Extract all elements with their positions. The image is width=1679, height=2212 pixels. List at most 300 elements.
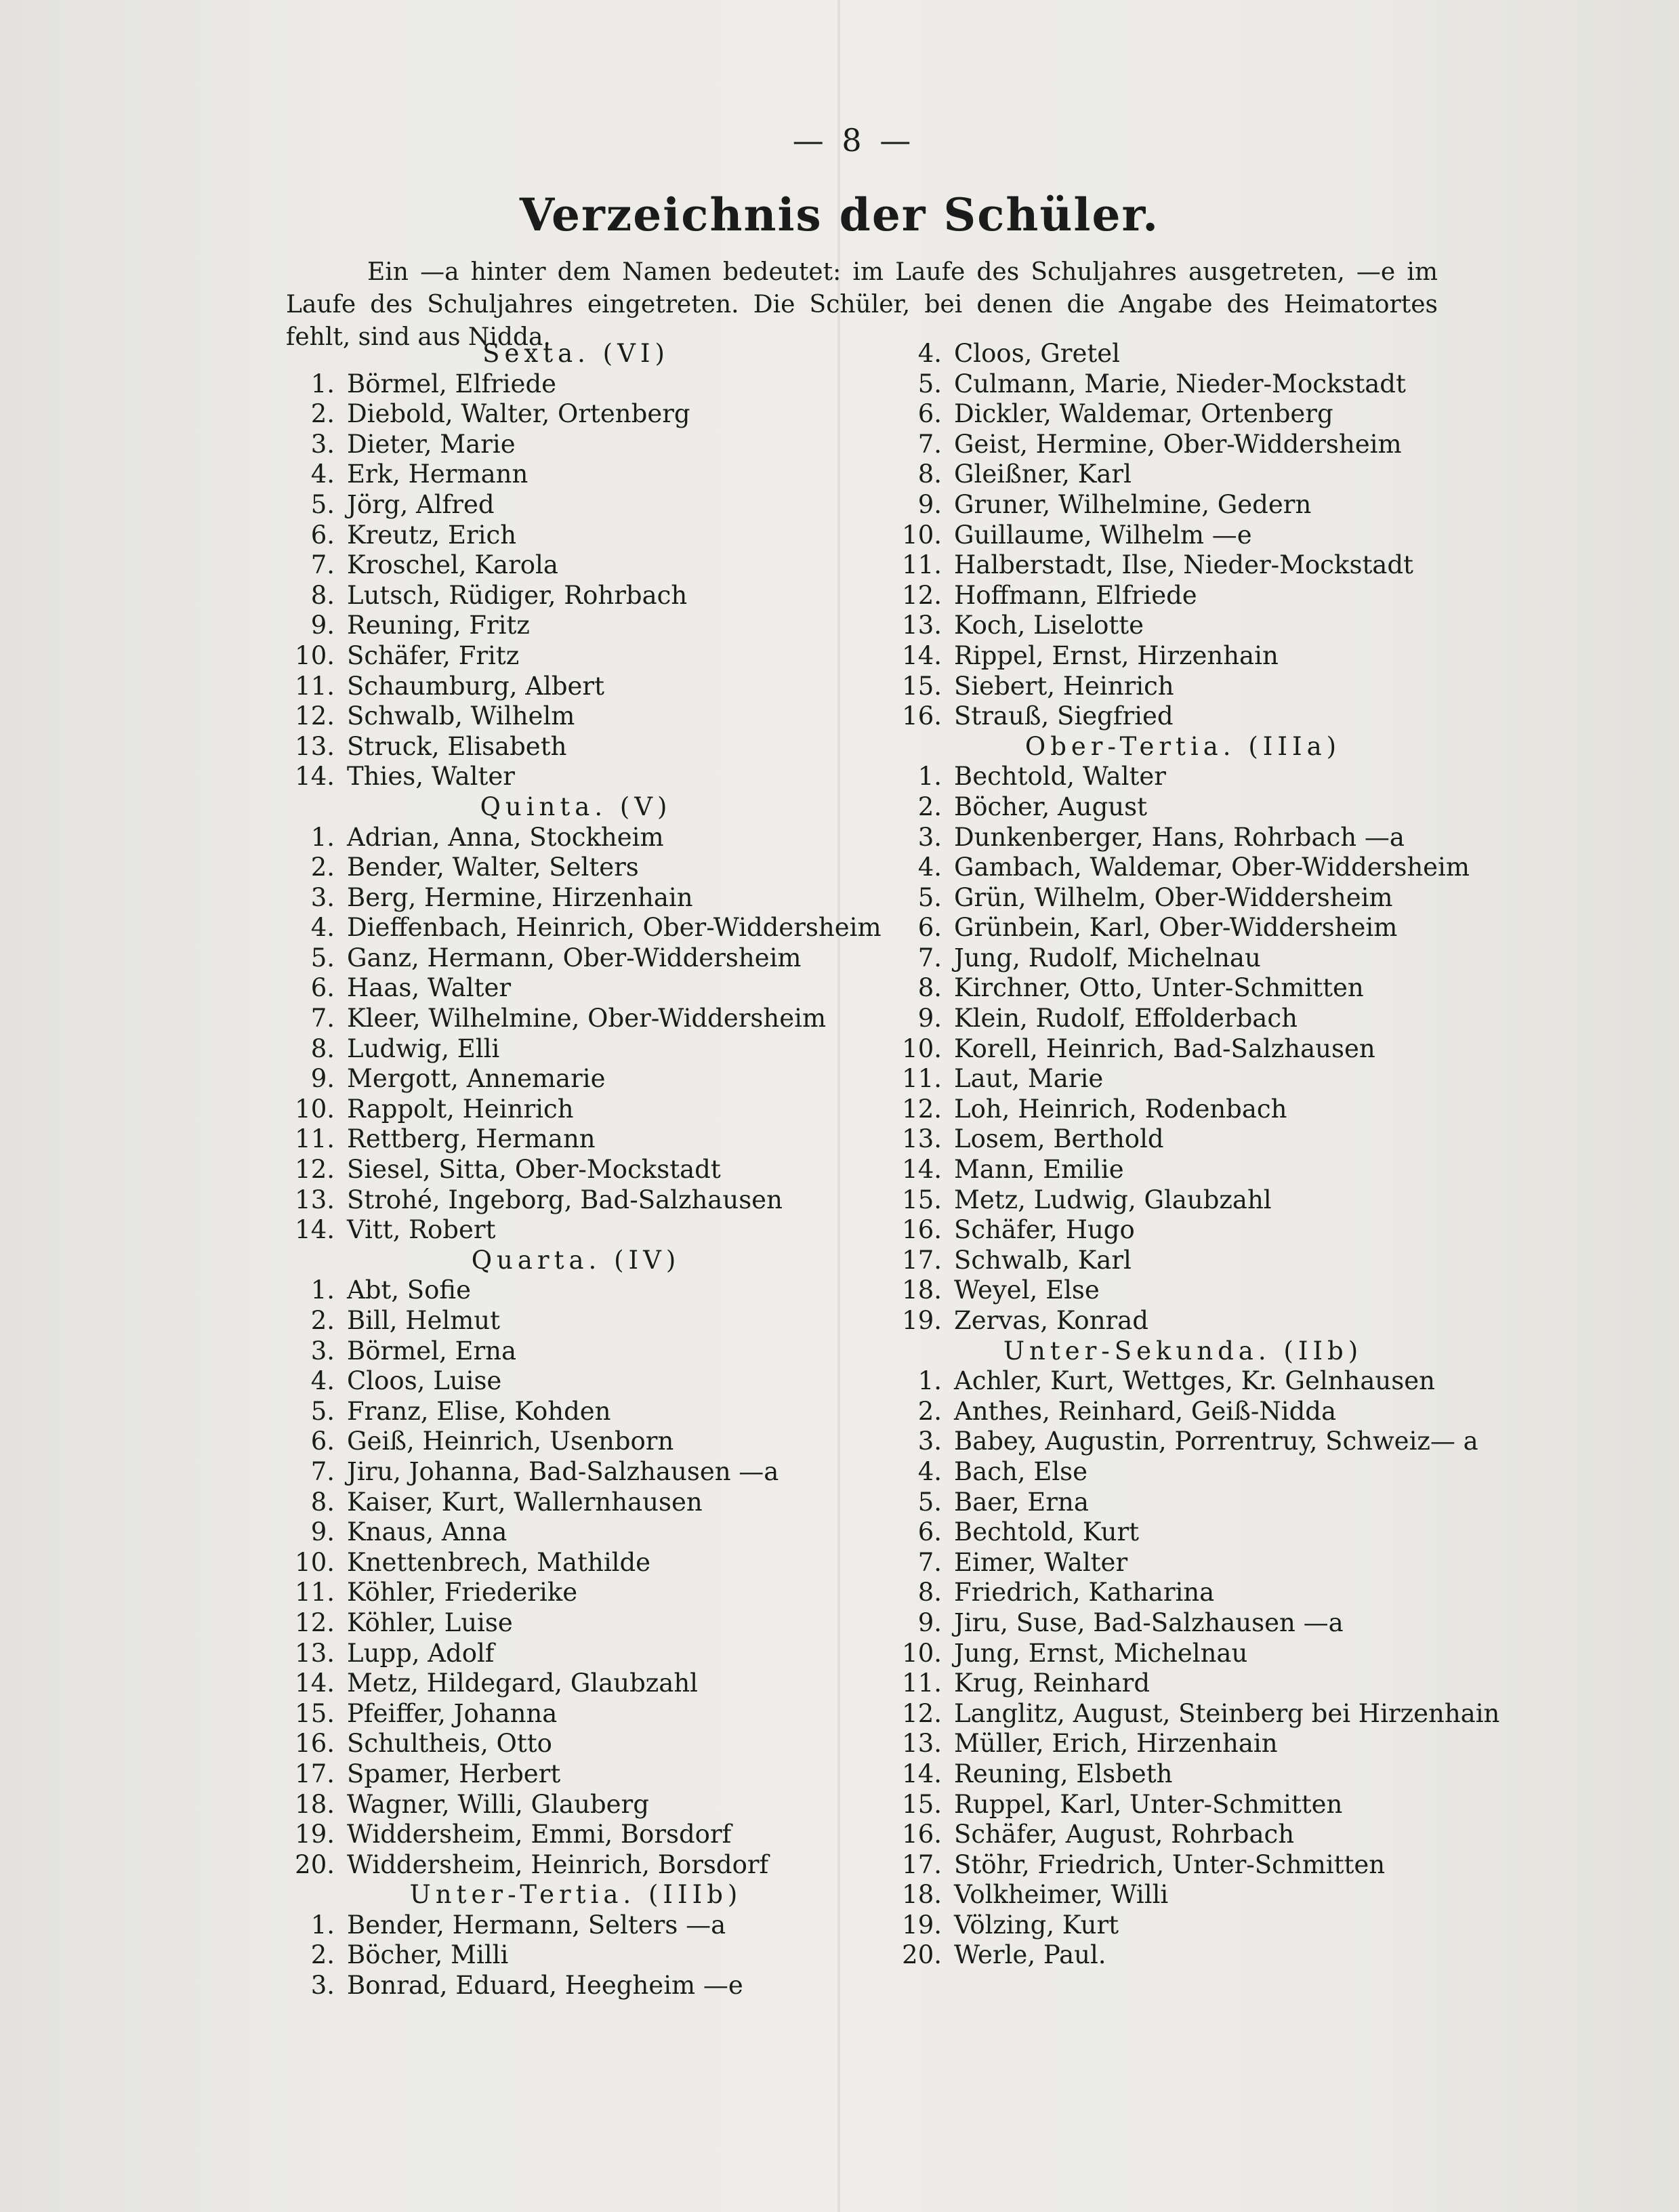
- student-entry: [898, 1215, 1495, 1246]
- student-name: Knaus, Anna: [347, 1517, 507, 1547]
- left-column: [291, 339, 888, 2001]
- entry-number: 1.: [917, 1366, 942, 1396]
- student-name: Böcher, August: [954, 792, 1147, 821]
- student-entry: [291, 1034, 888, 1065]
- entry-number: 2.: [310, 1940, 335, 1970]
- student-entry: [898, 853, 1495, 883]
- entry-number: 14.: [295, 762, 335, 792]
- student-name: Bender, Hermann, Selters —a: [347, 1910, 726, 1940]
- student-entry: [898, 1488, 1495, 1518]
- student-entry: [291, 1004, 888, 1034]
- student-name: Grün, Wilhelm, Ober-Widdersheim: [954, 882, 1393, 912]
- student-entry: [898, 913, 1495, 943]
- student-name: Kaiser, Kurt, Wallernhausen: [347, 1487, 703, 1517]
- student-entry: [291, 399, 888, 430]
- entry-number: 7.: [310, 1456, 335, 1486]
- student-name: Dieter, Marie: [347, 429, 516, 459]
- student-name: Cloos, Gretel: [954, 339, 1120, 368]
- student-entry: [898, 369, 1495, 400]
- student-name: Metz, Hildegard, Glaubzahl: [347, 1668, 698, 1698]
- entry-number: 10.: [902, 520, 942, 550]
- student-name: Widdersheim, Emmi, Borsdorf: [347, 1820, 732, 1849]
- student-entry: [898, 1548, 1495, 1578]
- student-entry: [898, 1366, 1495, 1397]
- entry-number: 14.: [295, 1668, 335, 1698]
- student-entry: [898, 550, 1495, 581]
- entry-number: 17.: [295, 1759, 335, 1788]
- student-name: Langlitz, August, Steinberg bei Hirzenhain: [954, 1698, 1500, 1728]
- student-entry: [291, 1306, 888, 1336]
- student-entry: [291, 1699, 888, 1729]
- student-entry: [291, 853, 888, 883]
- student-entry: [291, 1820, 888, 1850]
- entry-number: 8.: [310, 580, 335, 610]
- student-entry: [898, 1094, 1495, 1125]
- entry-number: 10.: [295, 1094, 335, 1124]
- entry-number: 20.: [295, 1849, 335, 1879]
- entry-number: 8.: [310, 1487, 335, 1517]
- entry-number: 11.: [902, 550, 942, 580]
- student-entry: [291, 611, 888, 641]
- student-name: Ruppel, Karl, Unter-Schmitten: [954, 1789, 1343, 1819]
- student-entry: [898, 823, 1495, 853]
- class-heading: Sexta. (VI): [482, 339, 669, 368]
- class-heading: Ober-Tertia. (IIIa): [1024, 731, 1342, 761]
- entry-number: 13.: [902, 1729, 942, 1759]
- student-entry: [291, 973, 888, 1004]
- student-entry: [291, 1910, 888, 1941]
- student-name: Klein, Rudolf, Effolderbach: [954, 1004, 1298, 1033]
- student-name: Haas, Walter: [347, 973, 512, 1003]
- entry-number: 9.: [310, 1517, 335, 1547]
- entry-number: 10.: [902, 1638, 942, 1668]
- student-name: Schäfer, August, Rohrbach: [954, 1820, 1295, 1849]
- student-name: Bender, Walter, Selters: [347, 853, 639, 882]
- entry-number: 3.: [310, 1971, 335, 2001]
- class-heading: Unter-Tertia. (IIIb): [409, 1880, 743, 1910]
- student-entry: [898, 1246, 1495, 1276]
- entry-number: 3.: [310, 429, 335, 459]
- entry-number: 1.: [917, 762, 942, 792]
- student-entry: [291, 1275, 888, 1306]
- student-entry: [291, 1094, 888, 1125]
- student-name: Bill, Helmut: [347, 1306, 500, 1335]
- entry-number: 20.: [902, 1940, 942, 1970]
- student-name: Jiru, Suse, Bad-Salzhausen —a: [954, 1607, 1344, 1637]
- entry-number: 7.: [917, 1547, 942, 1577]
- entry-number: 7.: [310, 550, 335, 580]
- entry-number: 9.: [917, 1004, 942, 1033]
- entry-number: 13.: [295, 1185, 335, 1214]
- student-name: Abt, Sofie: [347, 1275, 471, 1305]
- student-name: Schaumburg, Albert: [347, 671, 604, 701]
- entry-number: 9.: [917, 1607, 942, 1637]
- student-entry: [898, 1668, 1495, 1699]
- entry-number: 19.: [902, 1306, 942, 1335]
- student-name: Zervas, Konrad: [954, 1306, 1148, 1335]
- student-entry: [898, 641, 1495, 672]
- entry-number: 18.: [902, 1880, 942, 1910]
- student-entry: [291, 1185, 888, 1216]
- entry-number: 14.: [295, 1215, 335, 1245]
- student-entry: [898, 1698, 1500, 1729]
- entry-number: 4.: [310, 1366, 335, 1396]
- intro-text: Ein —a hinter dem Namen bedeutet: im Laufe des Schuljahres ausgetreten, —e im Laufe des Schuljahres eingetreten. Die Schüler, bei denen die Angabe des Heimatortes fehlt, sind aus Nidda.: [286, 258, 1438, 351]
- entry-number: 3.: [310, 882, 335, 912]
- student-name: Strauß, Siegfried: [954, 701, 1174, 731]
- student-entry: [291, 823, 888, 853]
- student-name: Börmel, Elfriede: [347, 369, 557, 398]
- student-entry: [898, 1578, 1495, 1608]
- student-name: Knettenbrech, Mathilde: [347, 1547, 651, 1577]
- student-entry: [898, 1850, 1495, 1881]
- student-name: Guillaume, Wilhelm —e: [954, 520, 1252, 550]
- student-name: Geist, Hermine, Ober-Widdersheim: [954, 429, 1402, 459]
- student-entry: [291, 1517, 888, 1548]
- student-entry: [898, 1185, 1495, 1216]
- student-entry: [898, 1759, 1495, 1790]
- entry-number: 18.: [295, 1789, 335, 1819]
- student-entry: [291, 1064, 888, 1094]
- student-entry: [898, 943, 1495, 974]
- entry-number: 12.: [902, 1094, 942, 1124]
- student-name: Gleißner, Karl: [954, 459, 1132, 489]
- student-entry: [291, 1940, 888, 1971]
- student-entry: [898, 973, 1495, 1004]
- student-entry: [291, 1488, 888, 1518]
- student-entry: [291, 1639, 888, 1669]
- student-name: Schäfer, Hugo: [954, 1215, 1135, 1245]
- student-name: Eimer, Walter: [954, 1547, 1128, 1577]
- student-name: Bechtold, Kurt: [954, 1517, 1140, 1547]
- entry-number: 6.: [310, 520, 335, 550]
- entry-number: 6.: [917, 913, 942, 943]
- student-name: Dunkenberger, Hans, Rohrbach —a: [954, 822, 1405, 852]
- student-entry: [291, 490, 888, 520]
- student-entry: [291, 1850, 888, 1881]
- student-entry: [291, 369, 888, 400]
- student-name: Müller, Erich, Hirzenhain: [954, 1729, 1278, 1759]
- student-name: Culmann, Marie, Nieder-Mockstadt: [954, 369, 1406, 398]
- student-entry: [291, 430, 888, 460]
- student-name: Mann, Emilie: [954, 1155, 1124, 1185]
- student-name: Struck, Elisabeth: [347, 731, 567, 761]
- student-entry: [898, 1034, 1495, 1065]
- student-name: Grünbein, Karl, Ober-Widdersheim: [954, 913, 1398, 943]
- student-name: Bechtold, Walter: [954, 762, 1166, 792]
- student-entry: [898, 1397, 1495, 1427]
- entry-number: 6.: [310, 1427, 335, 1456]
- student-entry: [291, 641, 888, 672]
- entry-number: 7.: [917, 943, 942, 972]
- student-name: Reuning, Elsbeth: [954, 1759, 1173, 1788]
- entry-number: 14.: [902, 640, 942, 670]
- student-name: Gambach, Waldemar, Ober-Widdersheim: [954, 853, 1470, 882]
- student-name: Gruner, Wilhelmine, Gedern: [954, 489, 1312, 519]
- entry-number: 16.: [902, 1820, 942, 1849]
- entry-number: 5.: [917, 1487, 942, 1517]
- student-entry: [898, 399, 1495, 430]
- student-entry: [898, 459, 1495, 490]
- entry-number: 11.: [902, 1668, 942, 1698]
- student-entry: [291, 1155, 888, 1185]
- student-name: Spamer, Herbert: [347, 1759, 561, 1788]
- class-heading: Quinta. (V): [480, 792, 672, 821]
- student-name: Kirchner, Otto, Unter-Schmitten: [954, 973, 1364, 1003]
- entry-number: 6.: [917, 1517, 942, 1547]
- student-entry: [898, 672, 1495, 702]
- student-entry: [291, 701, 888, 732]
- student-entry: [898, 520, 1495, 551]
- student-name: Bonrad, Eduard, Heegheim —e: [347, 1971, 743, 2001]
- student-name: Strohé, Ingeborg, Bad-Salzhausen: [347, 1185, 783, 1214]
- entry-number: 15.: [902, 1185, 942, 1214]
- student-name: Ganz, Hermann, Ober-Widdersheim: [347, 943, 802, 972]
- student-name: Halberstadt, Ilse, Nieder-Mockstadt: [954, 550, 1413, 580]
- student-name: Kroschel, Karola: [347, 550, 558, 580]
- student-entry: [898, 581, 1495, 611]
- class-heading: Quarta. (IV): [471, 1245, 681, 1275]
- student-name: Siebert, Heinrich: [954, 671, 1174, 701]
- entry-number: 2.: [310, 853, 335, 882]
- student-name: Lupp, Adolf: [347, 1638, 495, 1668]
- student-entry: [898, 1064, 1495, 1094]
- student-name: Metz, Ludwig, Glaubzahl: [954, 1185, 1272, 1214]
- student-name: Losem, Berthold: [954, 1124, 1164, 1154]
- student-entry: [291, 943, 888, 974]
- student-entry: [898, 701, 1495, 732]
- student-name: Anthes, Reinhard, Geiß-Nidda: [954, 1396, 1336, 1426]
- student-entry: [898, 1880, 1495, 1910]
- student-entry: [291, 1971, 888, 2001]
- student-name: Friedrich, Katharina: [954, 1578, 1215, 1607]
- entry-number: 1.: [310, 822, 335, 852]
- entry-number: 13.: [902, 1124, 942, 1154]
- student-name: Werle, Paul.: [954, 1940, 1106, 1970]
- student-entry: [291, 1336, 888, 1367]
- student-name: Dieffenbach, Heinrich, Ober-Widdersheim: [347, 913, 882, 943]
- entry-number: 8.: [917, 459, 942, 489]
- student-name: Kleer, Wilhelmine, Ober-Widdersheim: [347, 1004, 827, 1033]
- entry-number: 11.: [902, 1064, 942, 1094]
- entry-number: 11.: [295, 671, 335, 701]
- entry-number: 12.: [295, 1155, 335, 1185]
- student-entry: [898, 1517, 1495, 1548]
- student-name: Vitt, Robert: [347, 1215, 496, 1245]
- student-name: Baer, Erna: [954, 1487, 1089, 1517]
- student-name: Erk, Hermann: [347, 459, 528, 489]
- student-entry: [291, 732, 888, 762]
- student-name: Thies, Walter: [347, 762, 515, 792]
- student-name: Rettberg, Hermann: [347, 1124, 596, 1154]
- student-name: Laut, Marie: [954, 1064, 1104, 1094]
- student-entry: [898, 1940, 1495, 1971]
- entry-number: 4.: [310, 459, 335, 489]
- student-name: Dickler, Waldemar, Ortenberg: [954, 399, 1333, 429]
- right-column: [898, 339, 1500, 1971]
- student-name: Schwalb, Wilhelm: [347, 701, 575, 731]
- student-entry: [291, 913, 888, 943]
- student-name: Stöhr, Friedrich, Unter-Schmitten: [954, 1849, 1386, 1879]
- student-entry: [291, 1729, 888, 1759]
- entry-number: 19.: [295, 1820, 335, 1849]
- entry-number: 1.: [310, 369, 335, 398]
- entry-number: 18.: [902, 1275, 942, 1305]
- student-name: Babey, Augustin, Porrentruy, Schweiz— a: [954, 1427, 1478, 1456]
- student-name: Krug, Reinhard: [954, 1668, 1151, 1698]
- student-entry: [898, 611, 1495, 641]
- student-name: Jörg, Alfred: [347, 489, 495, 519]
- student-name: Ludwig, Elli: [347, 1033, 500, 1063]
- entry-number: 2.: [917, 792, 942, 821]
- entry-number: 3.: [917, 1427, 942, 1456]
- entry-number: 7.: [310, 1004, 335, 1033]
- student-entry: [291, 1124, 888, 1155]
- student-name: Völzing, Kurt: [954, 1910, 1119, 1940]
- entry-number: 1.: [310, 1910, 335, 1940]
- student-entry: [291, 1397, 888, 1427]
- entry-number: 6.: [310, 973, 335, 1003]
- student-name: Hoffmann, Elfriede: [954, 580, 1197, 610]
- entry-number: 13.: [902, 611, 942, 640]
- entry-number: 9.: [310, 611, 335, 640]
- student-entry: [291, 550, 888, 581]
- student-entry: [898, 1306, 1495, 1336]
- student-name: Jung, Ernst, Michelnau: [954, 1638, 1248, 1668]
- student-name: Rappolt, Heinrich: [347, 1094, 574, 1124]
- student-entry: [898, 1639, 1495, 1669]
- student-name: Korell, Heinrich, Bad-Salzhausen: [954, 1033, 1375, 1063]
- entry-number: 7.: [917, 429, 942, 459]
- student-entry: [291, 1578, 888, 1608]
- student-name: Reuning, Fritz: [347, 611, 530, 640]
- entry-number: 8.: [917, 1578, 942, 1607]
- student-name: Mergott, Annemarie: [347, 1064, 606, 1094]
- entry-number: 12.: [295, 1607, 335, 1637]
- student-name: Berg, Hermine, Hirzenhain: [347, 882, 693, 912]
- student-entry: [898, 1275, 1495, 1306]
- student-entry: [898, 1427, 1495, 1457]
- entry-number: 3.: [310, 1336, 335, 1366]
- student-entry: [291, 459, 888, 490]
- entry-number: 12.: [295, 701, 335, 731]
- student-name: Börmel, Erna: [347, 1336, 517, 1366]
- entry-number: 12.: [902, 1698, 942, 1728]
- entry-number: 4.: [310, 913, 335, 943]
- student-entry: [291, 520, 888, 551]
- student-name: Köhler, Friederike: [347, 1578, 578, 1607]
- student-entry: [291, 1457, 888, 1488]
- entry-number: 17.: [902, 1849, 942, 1879]
- entry-number: 11.: [295, 1578, 335, 1607]
- student-entry: [291, 1759, 888, 1790]
- entry-number: 6.: [917, 399, 942, 429]
- student-entry: [291, 883, 888, 914]
- student-entry: [898, 1790, 1495, 1820]
- entry-number: 14.: [902, 1155, 942, 1185]
- student-name: Achler, Kurt, Wettges, Kr. Gelnhausen: [954, 1366, 1435, 1396]
- student-name: Widdersheim, Heinrich, Borsdorf: [347, 1849, 769, 1879]
- entry-number: 12.: [902, 580, 942, 610]
- entry-number: 16.: [902, 1215, 942, 1245]
- entry-number: 15.: [295, 1698, 335, 1728]
- student-entry: [291, 1215, 888, 1246]
- student-entry: [898, 1124, 1495, 1155]
- student-name: Volkheimer, Willi: [954, 1880, 1169, 1910]
- entry-number: 10.: [295, 1547, 335, 1577]
- student-name: Schäfer, Fritz: [347, 640, 520, 670]
- entry-number: 13.: [295, 1638, 335, 1668]
- entry-number: 17.: [902, 1245, 942, 1275]
- student-entry: [898, 1608, 1495, 1639]
- entry-number: 14.: [902, 1759, 942, 1788]
- entry-number: 5.: [310, 943, 335, 972]
- student-entry: [291, 1427, 888, 1457]
- student-name: Geiß, Heinrich, Usenborn: [347, 1427, 674, 1456]
- student-entry: [898, 792, 1495, 823]
- entry-number: 10.: [902, 1033, 942, 1063]
- student-entry: [898, 430, 1495, 460]
- student-entry: [898, 1004, 1495, 1034]
- student-name: Loh, Heinrich, Rodenbach: [954, 1094, 1287, 1124]
- entry-number: 8.: [310, 1033, 335, 1063]
- entry-number: 2.: [917, 1396, 942, 1426]
- entry-number: 3.: [917, 822, 942, 852]
- entry-number: 8.: [917, 973, 942, 1003]
- entry-number: 9.: [917, 489, 942, 519]
- student-name: Köhler, Luise: [347, 1607, 513, 1637]
- entry-number: 16.: [902, 701, 942, 731]
- entry-number: 5.: [917, 882, 942, 912]
- entry-number: 13.: [295, 731, 335, 761]
- student-name: Adrian, Anna, Stockheim: [347, 822, 664, 852]
- entry-number: 19.: [902, 1910, 942, 1940]
- entry-number: 4.: [917, 1456, 942, 1486]
- student-name: Cloos, Luise: [347, 1366, 502, 1396]
- student-name: Bach, Else: [954, 1456, 1088, 1486]
- entry-number: 16.: [295, 1729, 335, 1759]
- entry-number: 4.: [917, 853, 942, 882]
- student-name: Diebold, Walter, Ortenberg: [347, 399, 690, 429]
- student-entry: [898, 1729, 1495, 1759]
- entry-number: 15.: [902, 671, 942, 701]
- entry-number: 10.: [295, 640, 335, 670]
- student-entry: [898, 490, 1495, 520]
- student-name: Böcher, Milli: [347, 1940, 509, 1970]
- student-entry: [898, 1820, 1495, 1850]
- student-name: Schultheis, Otto: [347, 1729, 552, 1759]
- student-name: Wagner, Willi, Glauberg: [347, 1789, 649, 1819]
- student-entry: [898, 762, 1495, 792]
- student-name: Lutsch, Rüdiger, Rohrbach: [347, 580, 688, 610]
- student-entry: [291, 581, 888, 611]
- entry-number: 15.: [902, 1789, 942, 1819]
- entry-number: 1.: [310, 1275, 335, 1305]
- student-entry: [291, 672, 888, 702]
- student-entry: [898, 1457, 1495, 1488]
- student-entry: [898, 1155, 1495, 1185]
- student-name: Pfeiffer, Johanna: [347, 1698, 558, 1728]
- student-name: Kreutz, Erich: [347, 520, 517, 550]
- entry-number: 4.: [917, 339, 942, 368]
- student-name: Siesel, Sitta, Ober-Mockstadt: [347, 1155, 721, 1185]
- student-name: Jung, Rudolf, Michelnau: [954, 943, 1261, 972]
- entry-number: 9.: [310, 1064, 335, 1094]
- student-entry: [291, 762, 888, 792]
- student-entry: [291, 1668, 888, 1699]
- student-entry: [291, 1608, 888, 1639]
- entry-number: 11.: [295, 1124, 335, 1154]
